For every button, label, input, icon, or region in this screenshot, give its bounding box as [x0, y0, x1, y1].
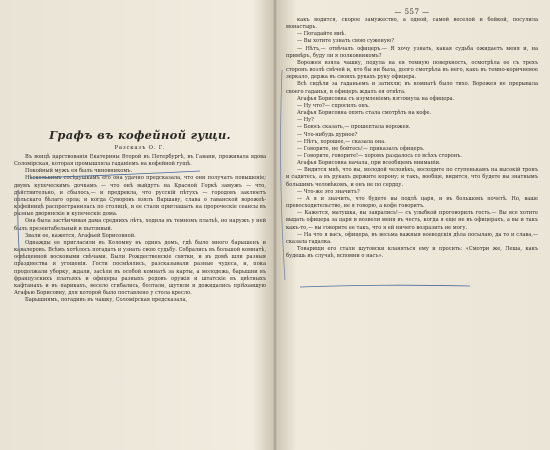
paragraph: — Нѣтъ,— отвѣчалъ офицеръ.— Я хочу узнать, какая судьба ожидаетъ меня и, на примѣръ, буду ли я полковникомъ? — [286, 45, 538, 59]
paragraph: — Нѣтъ, хорошее,— сказала она. — [297, 138, 386, 145]
paragraph: Товарищи его стали шутовски кланяться ему и просить: «Смотри же, Леша, какъ будешь въ случаѣ, вспомни о насъ». — [286, 246, 538, 260]
paragraph: Звали ее, кажется, Агафьей Борисовной. — [25, 232, 136, 239]
paragraph: — Кажется, матушка, вы заврались!— съ улыбкой проговорилъ гость.— Вы все хотите выдать офицера за царя и возвели меня въ честь, когда я еще не въ офицерахъ, а вы и такъ какъ-то,— вы говорите ее такъ, что я ей ничего возразить не могу. — [286, 210, 538, 231]
paragraph: Покойный мужъ ея былъ чиновникомъ. — [25, 168, 133, 175]
paragraph: — Погадайте мнѣ. — [297, 31, 346, 38]
page-number: — 557 — — [394, 8, 430, 16]
paragraph: Агафья Борисовна опять стала смотрѣть на кофе. — [297, 110, 432, 117]
paragraph: — Боюсь сказать,— прошептала ворожея. — [297, 124, 411, 131]
paragraph: Агафья Борисовна съ изумленіемъ взглянула на офицера. — [297, 95, 455, 102]
paragraph: Въ вонцѣ царствованія Екатерины Второй въ Петербургѣ, въ Гавани, проживала вдова Соломірская, которая промышляла гаданіемъ на кофейной гущѣ. — [14, 154, 266, 168]
left-page — [14, 0, 266, 450]
paragraph: Она была застѣнчивая дама среднихъ лѣтъ, ходила въ темномъ платьѣ, но наружъ у ней былъ презентабельный и пытливый. — [14, 218, 266, 232]
story-author: Разсказъ О. Г. — [114, 145, 166, 151]
paragraph: какъ водится, скорое замужество, а одной, самой веселой и бойкой, посулила монастырь. — [286, 17, 538, 31]
right-page — [286, 0, 538, 450]
paragraph: Нѣсколькимъ сосѣдушкамъ его она удачно предсказала, что они получатъ повышеніе; двумъ купеческимъ дочкамъ — что онѣ выйдутъ на Красной Горкѣ замужъ — что, дѣйствительно, и сбылось,— и предрекла, что русскій пѣтухъ — городовъ заклюетъ польскаго бѣлаго орла; и когда Суворовъ взялъ Варшаву, слава о гаванской ворожеѣ-кофейницѣ распространилась по столицѣ, и ее стали приглашать на пророческіе сеансы въ разные дворянскіе и купеческіе дома. — [14, 175, 266, 218]
paragraph: — Вы хотите узнать свою суженую? — [297, 38, 395, 45]
paragraph: Барышнямъ, погадивъ въ чашку, Соломірская предсказала, — [25, 297, 188, 304]
paragraph: — Видится мнѣ, что вы, молодой человѣкъ, восходите по ступенькамъ на высокій тронъ и садитесь, а въ рукахъ держите корону; и такъ, вообще, видится, что будете вы знатнымъ большимъ человѣкомъ, и онъ не по сердцу. — [286, 167, 538, 188]
paragraph: — Ну? — [297, 117, 314, 124]
paragraph: — Говорите, говорите!— хоромъ раздалось со всѣхъ сторонъ. — [297, 152, 462, 159]
paragraph: — Ну что?— спросилъ онъ. — [297, 102, 370, 109]
paragraph: — А я и значитъ, что будете вы подлѣ царя, и въ большомъ почетѣ. Но, ваше превосходительство, не я говорю, а кофе говоритъ. — [286, 195, 538, 210]
paragraph: — Говорите, не бойтесь!— приказалъ офицеръ. — [297, 145, 425, 152]
story-title: Графъ въ кофейной гущи. — [49, 128, 231, 142]
paragraph: Всѣ сидѣли за гаданьемъ и затихли; въ комнатѣ было тихо. Ворожея не прерывала своего гаданья, и офицеръ ждалъ ея отвѣта. — [286, 81, 538, 95]
margin-mark — [281, 70, 285, 280]
paragraph: — На что я васъ, офицера, въ весьма важныя воеводскія дѣла посылаю, да то и слава,— сказала гадалка. — [286, 231, 538, 245]
paragraph: Однажды ее пригласили въ Коломну въ одинъ домъ, гдѣ было много барышенъ и кавалеровъ. Всѣмъ хотѣлось погадать и узнать свою судьбу. Собрались въ большой комнатѣ, освѣщенной восковыми свѣчами. Были Рождественскіе святки, и въ домѣ шли разныя празднества и угощенія. Гости посмѣялись, разсказывали разные чудеса, и, пока продолжали уборку, ждали, засѣли въ особой комнатѣ за карты, а молодежь, барышни въ французскихъ платьяхъ и офицеры разныхъ родовъ оружія и штатскіе въ цвѣтныхъ кафтанахъ и въ парикахъ, весело сгибались, болтали, шутили и дожидались пріѣхавшую Агафью Борисовну, для которой было поставлено у стола кресло. — [14, 239, 266, 296]
paragraph: — Что-же это значитъ? — [297, 188, 360, 195]
paragraph: — Что-нибудь дурное? — [297, 131, 358, 138]
paragraph: Ворожея взяла чашку, подула на ея темную поверхность, осмотрѣла ее съ трехъ сторонъ возлѣ свѣчей и, кто бы ни была, долго смотрѣла въ него, какъ въ темно-коричневое зеркало, держа въ своихъ рукахъ руку офицера. — [286, 59, 538, 81]
paragraph: Агафья Борисовна начала, при всеобщемъ вниманіи. — [297, 160, 441, 167]
